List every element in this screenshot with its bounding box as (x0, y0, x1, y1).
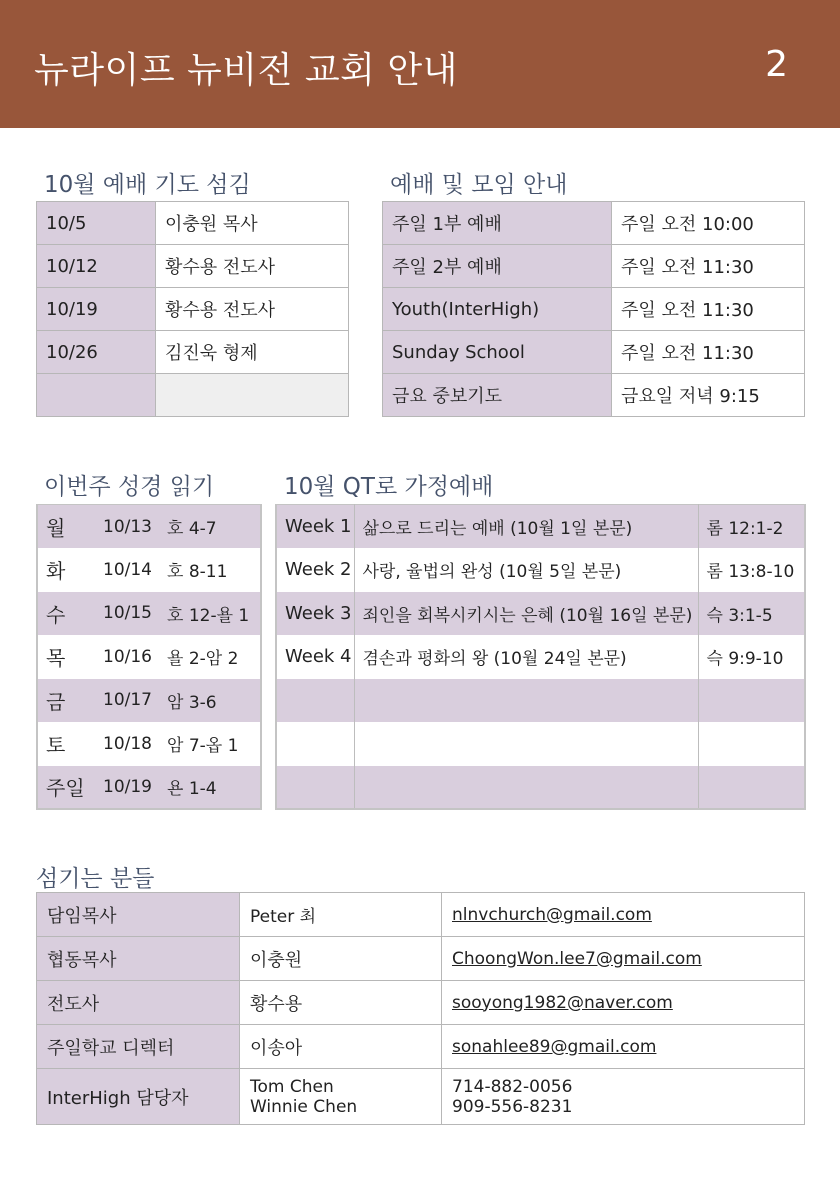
table-row (37, 505, 261, 549)
email-link[interactable]: ChoongWon.lee7@gmail.com (452, 948, 702, 969)
table-row (37, 1025, 805, 1069)
prayer-section-title: 10월 예배 기도 섬김 (44, 172, 251, 198)
table-row (37, 981, 805, 1025)
worship-name: 주일 1부 예배 (383, 202, 612, 245)
reading-date: 10/16 (103, 646, 152, 667)
reading-date: 10/15 (103, 603, 152, 624)
prayer-name: 황수용 전도사 (156, 245, 349, 288)
reading-day: 수 (46, 602, 66, 627)
prayer-date: 10/5 (37, 202, 156, 245)
table-row (37, 679, 261, 723)
reading-passage: 욘 1-4 (167, 779, 217, 800)
qt-topic (354, 679, 698, 723)
reading-passage: 호 8-11 (167, 562, 228, 583)
table-row (37, 548, 261, 592)
reading-table (36, 504, 262, 810)
phone-number: 714-882-0056 (452, 1076, 573, 1097)
prayer-date: 10/12 (37, 245, 156, 288)
table-row (37, 635, 261, 679)
prayer-date: 10/19 (37, 288, 156, 331)
staff-name: 이송아 (240, 1025, 442, 1069)
table-row (37, 245, 349, 288)
table-row (276, 505, 805, 549)
table-row (37, 722, 261, 766)
qt-week (276, 679, 354, 723)
reading-date: 10/19 (103, 776, 152, 797)
staff-name: 이충원 (240, 937, 442, 981)
table-row (276, 635, 805, 679)
reading-day: 화 (46, 559, 66, 584)
qt-verse: 슥 3:1-5 (698, 592, 805, 636)
qt-week (276, 722, 354, 766)
reading-date: 10/14 (103, 559, 152, 580)
reading-passage: 호 4-7 (167, 519, 217, 539)
table-row (37, 331, 349, 374)
staff-table (36, 892, 805, 1125)
staff-role: InterHigh 담당자 (37, 1069, 240, 1125)
reading-day: 목 (46, 646, 66, 671)
staff-name: Peter 최 (240, 893, 442, 937)
phone-number: 909-556-8231 (452, 1096, 573, 1117)
staff-section-title: 섬기는 분들 (36, 866, 155, 892)
table-row (276, 766, 805, 810)
qt-verse: 롬 12:1-2 (698, 505, 805, 549)
table-row (276, 722, 805, 766)
qt-verse: 슥 9:9-10 (698, 635, 805, 679)
qt-week (276, 766, 354, 810)
staff-email (442, 1025, 805, 1069)
prayer-name: 김진욱 형제 (156, 331, 349, 374)
reading-passage: 암 7-옵 1 (167, 736, 239, 757)
page-header (0, 0, 840, 128)
qt-table (275, 504, 806, 810)
table-row (383, 374, 805, 417)
reading-day: 월 (46, 516, 66, 540)
staff-email (442, 981, 805, 1025)
table-row (37, 288, 349, 331)
staff-role: 담임목사 (37, 893, 240, 937)
qt-topic (354, 722, 698, 766)
page-title: 뉴라이프 뉴비전 교회 안내 (34, 50, 458, 91)
table-row (383, 331, 805, 374)
table-row (383, 202, 805, 245)
qt-verse: 롬 13:8-10 (698, 548, 805, 592)
qt-topic: 겸손과 평화의 왕 (10월 24일 본문) (354, 635, 698, 679)
table-row (383, 288, 805, 331)
worship-section-title: 예배 및 모임 안내 (390, 172, 568, 198)
staff-role: 협동목사 (37, 937, 240, 981)
table-row (276, 592, 805, 636)
worship-table (382, 201, 805, 417)
worship-time: 금요일 저녁 9:15 (612, 374, 805, 417)
worship-name: Sunday School (383, 331, 612, 374)
prayer-date: 10/26 (37, 331, 156, 374)
table-row (276, 679, 805, 723)
worship-time: 주일 오전 10:00 (612, 202, 805, 245)
reading-day: 금 (46, 689, 66, 714)
table-row (276, 548, 805, 592)
reading-date: 10/18 (103, 733, 152, 754)
qt-verse (698, 679, 805, 723)
qt-verse (698, 722, 805, 766)
table-row (383, 245, 805, 288)
reading-passage: 호 12-욜 1 (167, 605, 250, 626)
qt-section-title: 10월 QT로 가정예배 (284, 474, 494, 500)
qt-topic: 삶으로 드리는 예배 (10월 1일 본문) (354, 505, 698, 549)
staff-email (442, 937, 805, 981)
email-link[interactable]: sooyong1982@naver.com (452, 992, 673, 1013)
staff-name: Tom Chen (250, 1076, 334, 1097)
qt-week: Week 2 (285, 559, 352, 581)
reading-date: 10/17 (103, 690, 152, 711)
qt-verse (698, 766, 805, 810)
worship-time: 주일 오전 11:30 (612, 331, 805, 374)
prayer-name (156, 374, 349, 417)
email-link[interactable]: sonahlee89@gmail.com (452, 1036, 657, 1057)
qt-topic: 죄인을 회복시키시는 은혜 (10월 16일 본문) (354, 592, 698, 636)
reading-passage: 욜 2-암 2 (167, 649, 239, 670)
table-row (37, 592, 261, 636)
qt-week: Week 4 (285, 646, 352, 668)
page-number: 2 (765, 44, 788, 85)
email-link[interactable]: nlnvchurch@gmail.com (452, 904, 652, 925)
table-row (37, 202, 349, 245)
reading-day: 주일 (46, 776, 85, 801)
qt-week: Week 3 (285, 602, 352, 624)
reading-day: 토 (46, 733, 66, 758)
prayer-name: 이충원 목사 (156, 202, 349, 245)
staff-name: Winnie Chen (250, 1096, 358, 1117)
staff-names (240, 1069, 442, 1125)
worship-time: 주일 오전 11:30 (612, 288, 805, 331)
staff-role: 전도사 (37, 981, 240, 1025)
table-row (37, 374, 349, 417)
worship-name: 주일 2부 예배 (383, 245, 612, 288)
staff-phones (442, 1069, 805, 1125)
table-row (37, 937, 805, 981)
table-row (37, 1069, 805, 1125)
worship-time: 주일 오전 11:30 (612, 245, 805, 288)
reading-section-title: 이번주 성경 읽기 (44, 474, 215, 500)
reading-passage: 암 3-6 (167, 692, 217, 713)
prayer-table (36, 201, 349, 417)
table-row (37, 766, 261, 810)
worship-name: 금요 중보기도 (383, 374, 612, 417)
table-row (37, 893, 805, 937)
qt-week: Week 1 (285, 516, 352, 537)
prayer-name: 황수용 전도사 (156, 288, 349, 331)
staff-email (442, 893, 805, 937)
qt-topic: 사랑, 율법의 완성 (10월 5일 본문) (354, 548, 698, 592)
prayer-date (37, 374, 156, 417)
reading-date: 10/13 (103, 516, 152, 537)
worship-name: Youth(InterHigh) (383, 288, 612, 331)
qt-topic (354, 766, 698, 810)
staff-name: 황수용 (240, 981, 442, 1025)
staff-role: 주일학교 디렉터 (37, 1025, 240, 1069)
